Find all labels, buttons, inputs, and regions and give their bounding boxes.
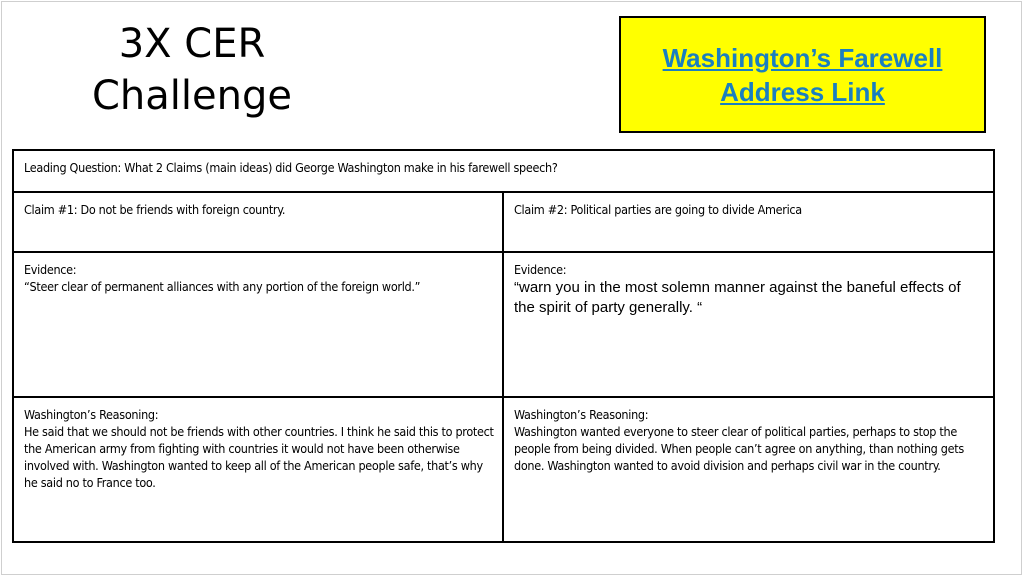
farewell-address-link-box xyxy=(619,16,986,133)
evidence-row xyxy=(13,252,994,397)
leading-question-cell xyxy=(13,150,994,192)
evidence-2-cell xyxy=(503,252,994,397)
claim-2: Claim #2: Political parties are going to divide America xyxy=(514,202,802,217)
evidence-1-cell xyxy=(13,252,503,397)
reasoning-2-label: Washington’s Reasoning: xyxy=(514,407,649,422)
link-line-2: Address Link xyxy=(720,76,885,107)
evidence-1-text: “Steer clear of permanent alliances with any portion of the foreign world.” xyxy=(24,279,421,294)
reasoning-2-cell xyxy=(503,397,994,542)
claim-1: Claim #1: Do not be friends with foreign country. xyxy=(24,202,286,217)
slide xyxy=(1,1,1022,575)
evidence-2-label: Evidence: xyxy=(514,262,567,277)
reasoning-1-cell xyxy=(13,397,503,542)
reasoning-2-text: Washington wanted everyone to steer clear of political parties, perhaps to stop the people from being divided. When people can’t agree on anything, than nothing gets done. Washington wanted to avoid division and perhaps civil war in the country. xyxy=(514,424,964,473)
leading-question: Leading Question: What 2 Claims (main ideas) did George Washington make in his farewell speech? xyxy=(24,160,558,175)
reasoning-row xyxy=(13,397,994,542)
title-line-2: Challenge xyxy=(92,73,292,119)
cer-table xyxy=(12,149,995,543)
claim-2-cell xyxy=(503,192,994,252)
farewell-address-link[interactable] xyxy=(663,41,943,109)
slide-title xyxy=(62,18,322,122)
link-line-1: Washington’s Farewell xyxy=(662,42,943,73)
claims-row xyxy=(13,192,994,252)
claim-1-cell xyxy=(13,192,503,252)
evidence-1-label: Evidence: xyxy=(24,262,77,277)
evidence-2-text: “warn you in the most solemn manner against the baneful effects of the spirit of party generally. “ xyxy=(514,279,961,316)
reasoning-1-text: He said that we should not be friends with other countries. I think he said this to protect the American army from fighting with countries it would not have been otherwise involved with. Washington wanted to keep all of the American people safe, that’s why he said no to France too. xyxy=(24,424,494,490)
reasoning-1-label: Washington’s Reasoning: xyxy=(24,407,159,422)
title-line-1: 3X CER xyxy=(118,21,266,67)
leading-question-row xyxy=(13,150,994,192)
